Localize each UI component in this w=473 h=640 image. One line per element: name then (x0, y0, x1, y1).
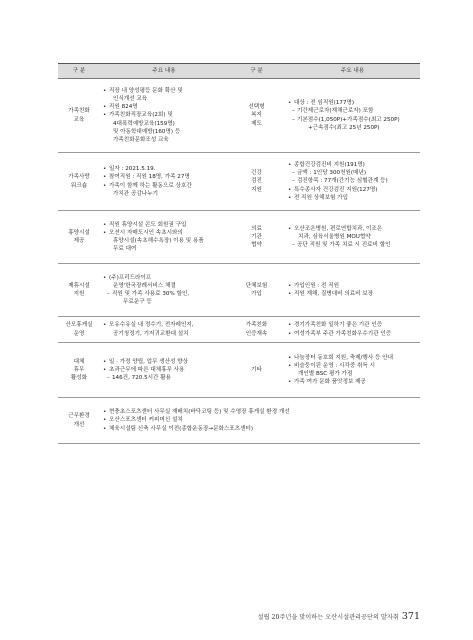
list-item: – 기간제근로자(재채근로자) 포함 (288, 107, 417, 115)
list-item: • 오산조은병원, 편로연합치과, 이조은 (288, 225, 417, 233)
category-content (285, 317, 420, 343)
list-item: • 직원 824명 (103, 103, 225, 111)
category-label (228, 211, 285, 264)
table-row (58, 211, 420, 264)
header-category: 구 분 (58, 64, 100, 79)
category-content (100, 211, 228, 264)
label-line: 가족친화 (245, 322, 268, 329)
category-content (285, 79, 420, 153)
label-line: 인증재속 (245, 330, 268, 337)
list-item: 공기청정기, 기저귀교환대 설치 (113, 330, 189, 337)
list-item: • 체육시설팀 신축 사무실 이전(종합운동장→문화스포츠센터) (103, 425, 417, 433)
list-item: • 모유수유실 내 정수기, 전자레인지, (103, 321, 225, 329)
label-line: 가족사랑 (68, 174, 90, 181)
category-label (58, 211, 100, 264)
list-item: • 가입인원 : 전 직원 (288, 282, 417, 290)
table-row (58, 398, 420, 444)
label-line: 기관 (251, 233, 262, 240)
label-line: 워크숍 (70, 182, 88, 189)
list-item: • 오션시 자매도시인 속초시와의 (103, 229, 225, 237)
list-item: 운영'한국장례서비스 체결 (113, 282, 176, 289)
content-list (103, 274, 225, 306)
label-line: 협약 (251, 242, 262, 249)
label-line: 근무환경 (68, 413, 90, 420)
list-item: 및 아동학대예방(160명) 등 (113, 128, 181, 135)
list-item: – 기본점수(1,050P)+가족점수(최고 250P) (288, 116, 417, 124)
label-line: 지원 (251, 186, 262, 193)
label-line: 휴무 (73, 366, 85, 373)
category-label (228, 317, 285, 343)
content-list (103, 408, 417, 432)
list-item: • 일자 : 2021.5.19. (103, 165, 225, 173)
list-item: – 공단 직원 및 가족 치료 시 진료비 할인 (288, 241, 417, 249)
category-content (100, 398, 420, 444)
category-label (228, 153, 285, 211)
content-list (103, 87, 225, 144)
label-line: 산모휴게실 (65, 322, 93, 329)
category-label (228, 264, 285, 317)
list-item: – 검진항목 : 77개(간기능 심혈관계 등) (288, 177, 417, 185)
category-content (100, 343, 228, 398)
list-item: • 직원 재해, 질병대비 의료비 보장 (288, 290, 417, 298)
table-header-row (58, 64, 420, 79)
list-item: 휴양시설(속초해수욕장) 이용 및 용품 (113, 238, 204, 244)
category-content (285, 264, 420, 317)
category-content (100, 317, 228, 343)
list-item: • 오산스포츠센터 커피머신 설치 (103, 416, 417, 424)
header-content: 주요 내용 (100, 64, 228, 79)
label-line: 검진 (251, 178, 262, 185)
list-item: 가족친화문화조성 교육 (113, 136, 169, 143)
content-list (288, 321, 417, 337)
list-item: 무료 대여 (113, 246, 137, 253)
list-item: +근속점수(최고 25년 250P) (308, 124, 380, 131)
label-line: 선택형 (248, 104, 265, 111)
list-item: • 현충초스포츠센터 사무실 재배치(바닥코팅 등) 및 수영장 휴게실 환경 개선 (103, 408, 417, 416)
list-item: • 가족친화직장교육(2회) 및 (103, 111, 225, 119)
table-row (58, 79, 420, 153)
list-item: – 직원 및 가족 사용료 30% 할인, (103, 290, 225, 298)
list-item: • 전 직원 상해보험 가입 (288, 194, 417, 202)
list-item: • 비슬둥이핀 운영 : 시각중 취득 시 (288, 362, 417, 370)
category-content (285, 211, 420, 264)
content-list (288, 225, 417, 249)
label-line: 긴강 (251, 170, 262, 177)
list-item: • 가족 여가 문화 품앗정보 제공 (288, 378, 417, 386)
list-item: 무료운구 등 (123, 299, 152, 306)
label-line: 복지 (251, 112, 262, 119)
category-label (58, 264, 100, 317)
content-list (103, 165, 225, 197)
list-item: • 직원 휴양시설 콘도 회원권 구입 (103, 221, 225, 229)
list-item: • 일 · 가정 양립, 업무 생산성 향상 (103, 358, 225, 366)
label-line: 제휴시설 (68, 282, 90, 289)
category-label (228, 79, 285, 153)
list-item: – 146건, 720.5시간 활용 (103, 374, 225, 382)
label-line: 가족친화 (68, 108, 90, 115)
label-line: 가입 (251, 291, 262, 297)
list-item: 개인별 BSC 평가 가점 (298, 371, 353, 377)
category-content (285, 153, 420, 211)
content-list (288, 354, 417, 386)
list-item: • 여성가족부 주관 가족친화우수기관 인증 (288, 330, 417, 338)
category-label (58, 317, 100, 343)
table-row (58, 343, 420, 398)
list-item: 가치관 공감나누기 (113, 190, 159, 197)
list-item: • 경기가족친화 일하기 좋은 기관 인증 (288, 321, 417, 329)
welfare-program-table (58, 63, 420, 444)
label-line: 휴양시설 (68, 229, 90, 236)
label-line: 단체보험 (245, 282, 268, 289)
list-item: – 금액 : 1인당 300천원(매년) (288, 169, 417, 177)
page-number: 371 (401, 611, 420, 622)
list-item: • 종합건강검진비 지원(191명) (288, 161, 417, 169)
content-list (288, 282, 417, 298)
list-item: • 특수종사자 건강검진 지원(127명) (288, 186, 417, 194)
content-list (288, 99, 417, 131)
list-item: • 나눔장터 동호회 지원, 축제/행사 등 안내 (288, 354, 417, 362)
table-row (58, 153, 420, 211)
label-line: 제공 (73, 238, 85, 244)
page-footer (258, 611, 420, 622)
list-item: 치과, 심육서울병원 MOU협약 (298, 233, 371, 240)
label-line: 의료 (251, 225, 262, 232)
content-list (103, 221, 225, 253)
label-line: 기타 (251, 366, 262, 373)
list-item: • 참여직원 : 직원 18명, 가족 27명 (103, 173, 225, 181)
list-item: • 가족이 함께 하는 활동으로 상호간 (103, 182, 225, 190)
content-list (288, 161, 417, 202)
list-item: • 직장 내 양성평등 문화 확산 및 (103, 87, 225, 95)
label-line: 지원 (73, 291, 85, 297)
label-line: 제도 (251, 120, 262, 127)
label-line: 교육 (73, 116, 85, 123)
table-row (58, 264, 420, 317)
list-item: 인식개선 교육 (113, 96, 148, 103)
label-line: 활성화 (70, 375, 88, 382)
category-label (58, 343, 100, 398)
category-label (228, 343, 285, 398)
label-line: 개선 (73, 421, 85, 428)
label-line: 운영 (73, 330, 85, 337)
category-content (100, 153, 228, 211)
list-item: 4대폭력예방교육(159명) (113, 120, 175, 127)
category-label (58, 398, 100, 444)
category-label (58, 153, 100, 211)
footer-title: 설립 20주년을 맞이하는 오산시설관리공단의 발자취 (257, 614, 399, 621)
content-list (103, 358, 225, 382)
category-content (100, 264, 228, 317)
label-line: 대체 (73, 358, 85, 365)
header-content-2: 주요 내용 (285, 64, 420, 79)
category-content (100, 79, 228, 153)
content-list (103, 321, 225, 337)
list-item: • (주)프리드라이프 (103, 274, 225, 282)
category-content (285, 343, 420, 398)
list-item: • 초과근무에 따른 대체휴무 사용 (103, 366, 225, 374)
list-item: • 대상 : 전 임직원(177명) (288, 99, 417, 107)
table-row (58, 317, 420, 343)
header-category-2: 구 분 (228, 64, 285, 79)
category-label (58, 79, 100, 153)
